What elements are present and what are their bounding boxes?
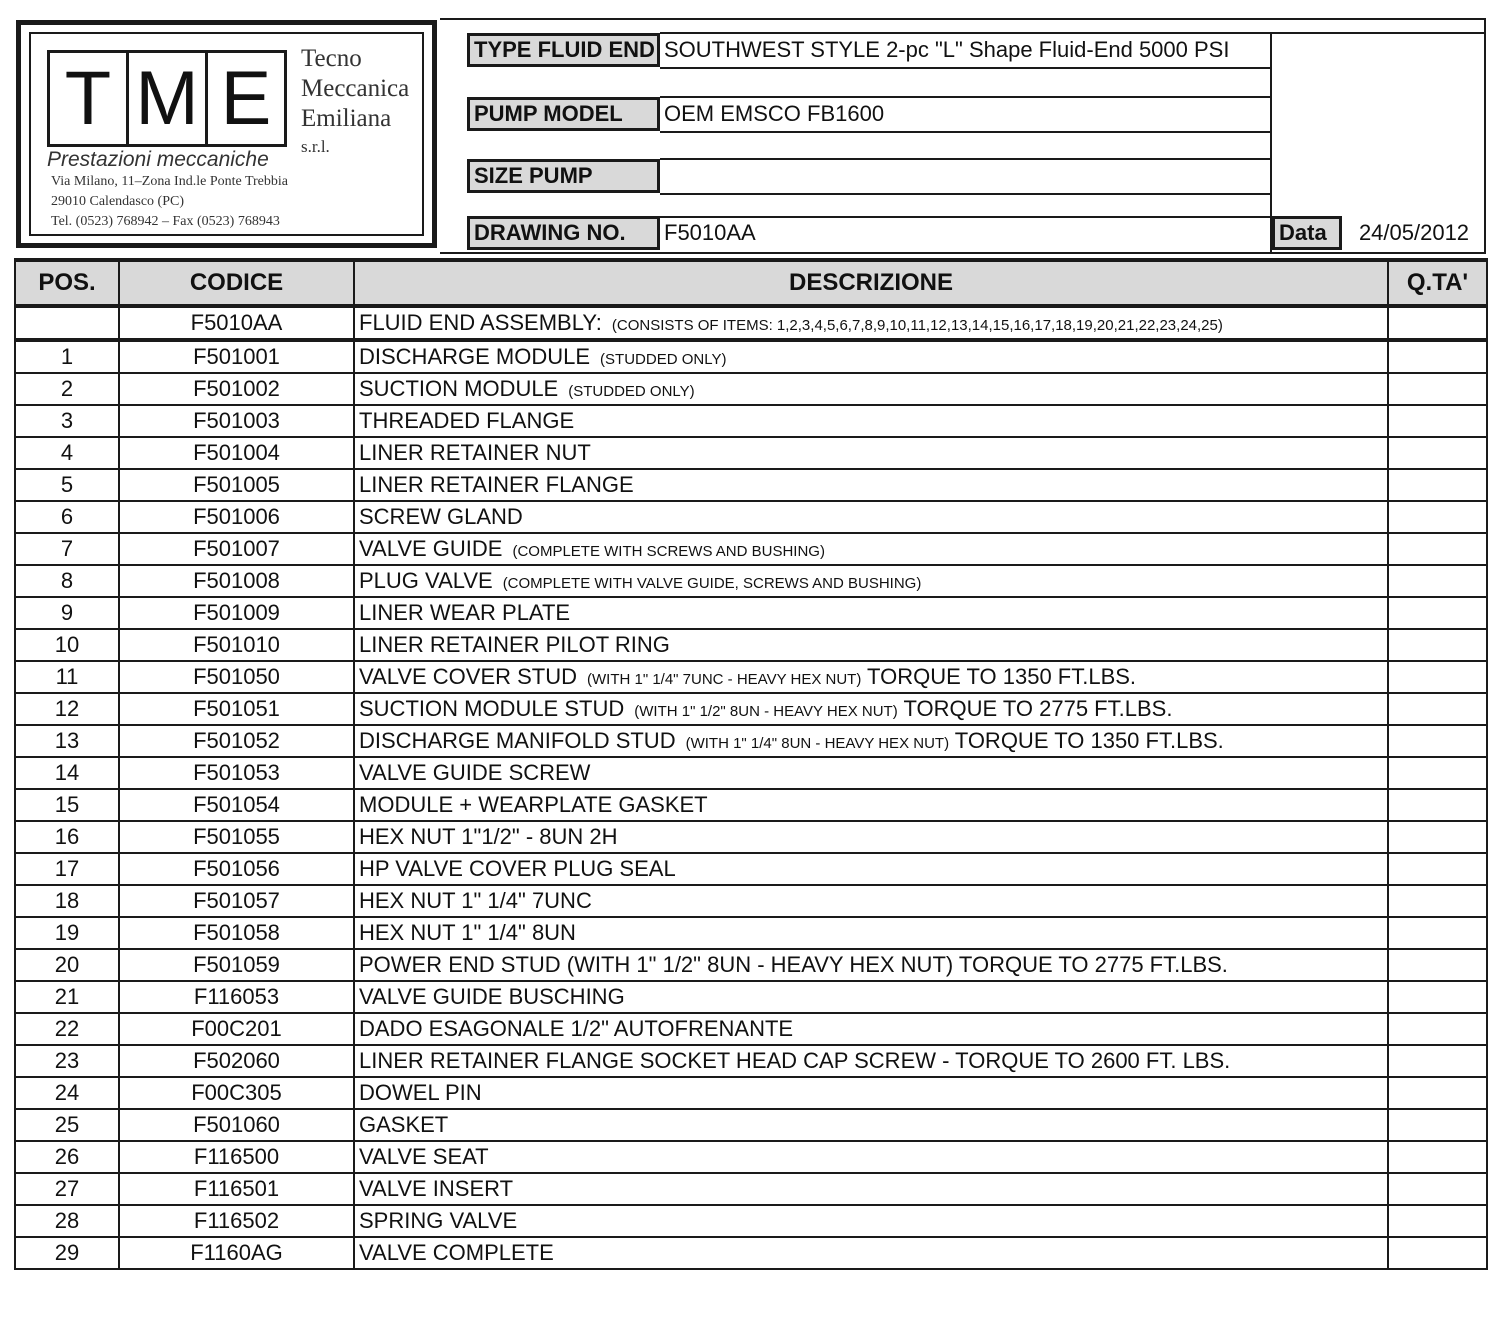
- cell-pos: 24: [15, 1077, 119, 1109]
- description-text: POWER END STUD (WITH 1" 1/2" 8UN - HEAVY HEX NUT) TORQUE TO 2775 FT.LBS.: [359, 952, 1228, 977]
- table-row: [15, 469, 1487, 501]
- cell-code: F501008: [119, 565, 354, 597]
- table-row: [15, 1141, 1487, 1173]
- cell-pos: 7: [15, 533, 119, 565]
- cell-code: F501003: [119, 405, 354, 437]
- tme-logo: [47, 50, 287, 147]
- cell-pos: 3: [15, 405, 119, 437]
- cell-pos: 11: [15, 661, 119, 693]
- table-row: [15, 853, 1487, 885]
- company-name-line-2: Meccanica: [301, 75, 410, 102]
- cell-description: [354, 821, 1388, 853]
- table-row: [15, 1109, 1487, 1141]
- cell-pos: 5: [15, 469, 119, 501]
- cell-description: [354, 757, 1388, 789]
- table-row: [15, 565, 1487, 597]
- cell-qty: [1388, 469, 1487, 501]
- cell-code: F501004: [119, 437, 354, 469]
- cell-code: F501058: [119, 917, 354, 949]
- description-text: MODULE + WEARPLATE GASKET: [359, 792, 708, 817]
- value-rule-3b: [660, 193, 1272, 195]
- cell-description: [354, 306, 1388, 340]
- cell-description: [354, 1077, 1388, 1109]
- cell-code: F501054: [119, 789, 354, 821]
- cell-pos: 9: [15, 597, 119, 629]
- cell-description: [354, 1237, 1388, 1269]
- cell-description: [354, 629, 1388, 661]
- description-text: VALVE SEAT: [359, 1144, 489, 1169]
- cell-code: F501010: [119, 629, 354, 661]
- description-text: DISCHARGE MODULE: [359, 344, 591, 369]
- cell-description: [354, 1013, 1388, 1045]
- logo-inner-frame: [29, 32, 424, 236]
- cell-qty: [1388, 405, 1487, 437]
- table-row: [15, 1173, 1487, 1205]
- value-rule-2b: [660, 131, 1272, 133]
- cell-description: [354, 1205, 1388, 1237]
- cell-code: F501055: [119, 821, 354, 853]
- cell-pos: 2: [15, 373, 119, 405]
- description-note: (COMPLETE WITH SCREWS AND BUSHING): [512, 543, 825, 560]
- description-text: VALVE COMPLETE: [359, 1240, 554, 1265]
- cell-qty: [1388, 725, 1487, 757]
- cell-pos: 4: [15, 437, 119, 469]
- cell-qty: [1388, 340, 1487, 373]
- description-text: THREADED FLANGE: [359, 408, 575, 433]
- cell-qty: [1388, 501, 1487, 533]
- description-text: SCREW GLAND: [359, 504, 523, 529]
- cell-description: [354, 1141, 1388, 1173]
- description-note: (WITH 1" 1/4" 7UNC - HEAVY HEX NUT): [587, 671, 862, 688]
- cell-pos: 27: [15, 1173, 119, 1205]
- company-logo-box: [16, 20, 437, 248]
- cell-code: F501001: [119, 340, 354, 373]
- cell-pos: 12: [15, 693, 119, 725]
- cell-description: [354, 437, 1388, 469]
- table-header-row: [15, 260, 1487, 306]
- header-right-rule: [1484, 18, 1486, 254]
- description-text: HEX NUT 1"1/2" - 8UN 2H: [359, 824, 618, 849]
- size-pump-label: SIZE PUMP: [467, 159, 660, 193]
- cell-code: F501059: [119, 949, 354, 981]
- table-row: [15, 725, 1487, 757]
- cell-code: F116500: [119, 1141, 354, 1173]
- cell-code: F5010AA: [119, 306, 354, 340]
- company-suffix: s.r.l.: [301, 137, 330, 156]
- cell-qty: [1388, 533, 1487, 565]
- cell-description: [354, 661, 1388, 693]
- cell-code: F116501: [119, 1173, 354, 1205]
- table-row: [15, 1205, 1487, 1237]
- description-text: FLUID END ASSEMBLY:: [359, 310, 602, 335]
- cell-description: [354, 405, 1388, 437]
- column-header-pos: POS.: [15, 260, 119, 306]
- cell-pos: 18: [15, 885, 119, 917]
- cell-pos: 23: [15, 1045, 119, 1077]
- drawing-no-label: DRAWING NO.: [467, 216, 660, 250]
- pump-model-value: OEM EMSCO FB1600: [664, 101, 885, 126]
- address-line-1: Via Milano, 11–Zona Ind.le Ponte Trebbia: [51, 174, 289, 189]
- cell-code: F502060: [119, 1045, 354, 1077]
- cell-qty: [1388, 1013, 1487, 1045]
- date-value: 24/05/2012: [1358, 220, 1470, 245]
- table-row: [15, 501, 1487, 533]
- header-top-rule: [440, 18, 1486, 20]
- table-row: [15, 597, 1487, 629]
- cell-pos: 26: [15, 1141, 119, 1173]
- column-header-code: CODICE: [119, 260, 354, 306]
- cell-description: [354, 885, 1388, 917]
- cell-qty: [1388, 949, 1487, 981]
- cell-qty: [1388, 629, 1487, 661]
- cell-code: F501050: [119, 661, 354, 693]
- description-text: SPRING VALVE: [359, 1208, 518, 1233]
- description-text: SUCTION MODULE: [359, 376, 559, 401]
- cell-description: [354, 693, 1388, 725]
- company-name-line-3: Emiliana: [301, 105, 392, 132]
- cell-pos: 1: [15, 340, 119, 373]
- table-row: [15, 917, 1487, 949]
- cell-code: F501056: [119, 853, 354, 885]
- description-note: (STUDDED ONLY): [568, 383, 695, 400]
- cell-pos: 16: [15, 821, 119, 853]
- table-row: [15, 629, 1487, 661]
- pump-model-label: PUMP MODEL: [467, 97, 660, 131]
- description-text: DOWEL PIN: [359, 1080, 482, 1105]
- cell-pos: 22: [15, 1013, 119, 1045]
- cell-pos: 19: [15, 917, 119, 949]
- column-header-description: DESCRIZIONE: [354, 260, 1388, 306]
- cell-qty: [1388, 661, 1487, 693]
- description-text: HEX NUT 1" 1/4" 8UN: [359, 920, 576, 945]
- description-torque: TORQUE TO 1350 FT.LBS.: [954, 728, 1224, 753]
- description-text: SUCTION MODULE STUD: [359, 696, 625, 721]
- table-row: [15, 821, 1487, 853]
- company-address: [51, 172, 288, 232]
- description-text: VALVE GUIDE BUSCHING: [359, 984, 625, 1009]
- type-fluid-end-value: SOUTHWEST STYLE 2-pc "L" Shape Fluid-End 5000 PSI: [664, 37, 1230, 62]
- description-text: DISCHARGE MANIFOLD STUD: [359, 728, 676, 753]
- cell-description: [354, 725, 1388, 757]
- cell-code: F00C201: [119, 1013, 354, 1045]
- description-text: HEX NUT 1" 1/4" 7UNC: [359, 888, 592, 913]
- cell-description: [354, 340, 1388, 373]
- description-text: VALVE COVER STUD: [359, 664, 578, 689]
- cell-pos: 10: [15, 629, 119, 661]
- cell-pos: 8: [15, 565, 119, 597]
- table-row: [15, 1013, 1487, 1045]
- value-rule-3a: [660, 158, 1272, 160]
- parts-table-body: [15, 306, 1487, 1269]
- cell-description: [354, 949, 1388, 981]
- description-note: (CONSISTS OF ITEMS: 1,2,3,4,5,6,7,8,9,10,11,12,13,14,15,16,17,18,19,20,21,22,23,24,25): [611, 317, 1223, 334]
- cell-pos: 6: [15, 501, 119, 533]
- table-row: [15, 1045, 1487, 1077]
- drawing-no-value: F5010AA: [664, 220, 756, 245]
- cell-qty: [1388, 789, 1487, 821]
- cell-code: F116053: [119, 981, 354, 1013]
- company-name: [301, 44, 409, 160]
- cell-qty: [1388, 693, 1487, 725]
- cell-qty: [1388, 597, 1487, 629]
- cell-code: F501005: [119, 469, 354, 501]
- cell-description: [354, 981, 1388, 1013]
- description-note: (STUDDED ONLY): [600, 351, 727, 368]
- table-row: [15, 885, 1487, 917]
- cell-qty: [1388, 1173, 1487, 1205]
- cell-code: F501057: [119, 885, 354, 917]
- cell-pos: 15: [15, 789, 119, 821]
- logo-letter-m: M: [129, 53, 208, 144]
- cell-code: F501006: [119, 501, 354, 533]
- cell-pos: 13: [15, 725, 119, 757]
- description-text: HP VALVE COVER PLUG SEAL: [359, 856, 676, 881]
- cell-code: F501052: [119, 725, 354, 757]
- cell-description: [354, 917, 1388, 949]
- description-note: (COMPLETE WITH VALVE GUIDE, SCREWS AND BUSHING): [502, 575, 922, 592]
- cell-description: [354, 789, 1388, 821]
- cell-description: [354, 469, 1388, 501]
- table-row: [15, 1077, 1487, 1109]
- cell-code: F501007: [119, 533, 354, 565]
- cell-qty: [1388, 1109, 1487, 1141]
- description-text: VALVE GUIDE SCREW: [359, 760, 591, 785]
- cell-qty: [1388, 373, 1487, 405]
- cell-qty: [1388, 437, 1487, 469]
- cell-pos: 21: [15, 981, 119, 1013]
- table-row: [15, 405, 1487, 437]
- cell-qty: [1388, 981, 1487, 1013]
- cell-code: F501002: [119, 373, 354, 405]
- cell-qty: [1388, 853, 1487, 885]
- cell-code: F501053: [119, 757, 354, 789]
- cell-pos: 25: [15, 1109, 119, 1141]
- cell-code: F501009: [119, 597, 354, 629]
- parts-table: [14, 258, 1488, 1270]
- cell-qty: [1388, 1141, 1487, 1173]
- description-text: LINER RETAINER NUT: [359, 440, 591, 465]
- table-row: [15, 949, 1487, 981]
- cell-description: [354, 373, 1388, 405]
- cell-description: [354, 853, 1388, 885]
- cell-code: F501060: [119, 1109, 354, 1141]
- cell-pos: [15, 306, 119, 340]
- description-note: (WITH 1" 1/2" 8UN - HEAVY HEX NUT): [634, 703, 898, 720]
- cell-description: [354, 533, 1388, 565]
- cell-pos: 29: [15, 1237, 119, 1269]
- company-tagline: Prestazioni meccaniche: [47, 148, 269, 171]
- cell-description: [354, 1045, 1388, 1077]
- date-label: Data: [1272, 216, 1342, 250]
- cell-code: F1160AG: [119, 1237, 354, 1269]
- cell-qty: [1388, 821, 1487, 853]
- cell-qty: [1388, 306, 1487, 340]
- header-inner-top-rule: [1272, 32, 1486, 34]
- table-row: [15, 661, 1487, 693]
- description-text: LINER RETAINER PILOT RING: [359, 632, 670, 657]
- logo-letter-t: T: [50, 53, 129, 144]
- logo-letter-e: E: [220, 56, 272, 141]
- cell-qty: [1388, 885, 1487, 917]
- header-bottom-rule: [440, 252, 1486, 254]
- cell-qty: [1388, 1045, 1487, 1077]
- company-name-line-1: Tecno: [301, 45, 362, 72]
- description-text: VALVE GUIDE: [359, 536, 503, 561]
- cell-pos: 14: [15, 757, 119, 789]
- type-fluid-end-label: TYPE FLUID END: [467, 33, 660, 67]
- table-row: [15, 757, 1487, 789]
- cell-pos: 17: [15, 853, 119, 885]
- table-row: [15, 533, 1487, 565]
- description-text: LINER RETAINER FLANGE SOCKET HEAD CAP SCREW - TORQUE TO 2600 FT. LBS.: [359, 1048, 1231, 1073]
- cell-qty: [1388, 565, 1487, 597]
- value-rule-1b: [660, 67, 1272, 69]
- table-row: [15, 306, 1487, 340]
- description-text: GASKET: [359, 1112, 449, 1137]
- table-row: [15, 340, 1487, 373]
- cell-description: [354, 597, 1388, 629]
- table-row: [15, 981, 1487, 1013]
- address-line-3: Tel. (0523) 768942 – Fax (0523) 768943: [51, 214, 280, 229]
- column-header-qty: Q.TA': [1388, 260, 1487, 306]
- cell-description: [354, 501, 1388, 533]
- description-torque: TORQUE TO 2775 FT.LBS.: [903, 696, 1173, 721]
- table-row: [15, 693, 1487, 725]
- description-text: VALVE INSERT: [359, 1176, 514, 1201]
- table-row: [15, 789, 1487, 821]
- cell-code: F501051: [119, 693, 354, 725]
- description-text: LINER RETAINER FLANGE: [359, 472, 634, 497]
- table-row: [15, 1237, 1487, 1269]
- cell-pos: 28: [15, 1205, 119, 1237]
- cell-code: F116502: [119, 1205, 354, 1237]
- description-text: DADO ESAGONALE 1/2" AUTOFRENANTE: [359, 1016, 794, 1041]
- address-line-2: 29010 Calendasco (PC): [51, 194, 184, 209]
- description-torque: TORQUE TO 1350 FT.LBS.: [867, 664, 1137, 689]
- cell-qty: [1388, 1205, 1487, 1237]
- description-text: LINER WEAR PLATE: [359, 600, 571, 625]
- table-row: [15, 437, 1487, 469]
- cell-qty: [1388, 1237, 1487, 1269]
- cell-description: [354, 1109, 1388, 1141]
- cell-code: F00C305: [119, 1077, 354, 1109]
- cell-description: [354, 565, 1388, 597]
- cell-pos: 20: [15, 949, 119, 981]
- description-note: (WITH 1" 1/4" 8UN - HEAVY HEX NUT): [685, 735, 950, 752]
- table-row: [15, 373, 1487, 405]
- cell-qty: [1388, 917, 1487, 949]
- cell-qty: [1388, 757, 1487, 789]
- cell-qty: [1388, 1077, 1487, 1109]
- description-text: PLUG VALVE: [359, 568, 493, 593]
- cell-description: [354, 1173, 1388, 1205]
